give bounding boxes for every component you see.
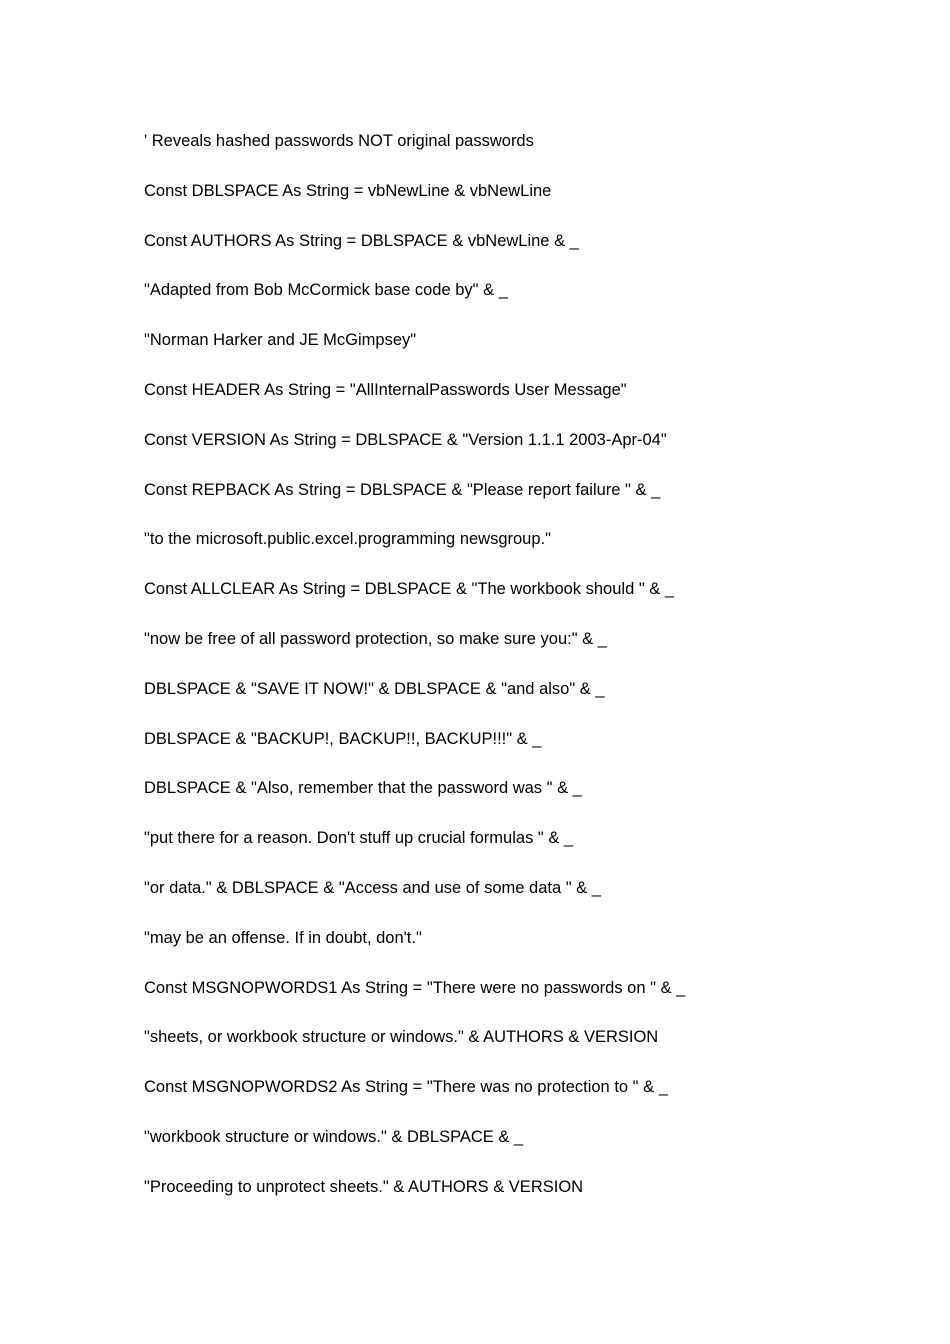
code-line: DBLSPACE & "Also, remember that the password was " & _	[144, 779, 582, 798]
code-line: "Adapted from Bob McCormick base code by" & _	[144, 281, 508, 300]
code-line: Const HEADER As String = "AllInternalPasswords User Message"	[144, 380, 627, 399]
code-line: ' Reveals hashed passwords NOT original passwords	[144, 132, 534, 150]
code-line: "may be an offense. If in doubt, don't."	[144, 928, 422, 947]
code-line: Const REPBACK As String = DBLSPACE & "Please report failure " & _	[144, 480, 661, 499]
code-line: Const MSGNOPWORDS1 As String = "There were no passwords on " & _	[144, 978, 686, 997]
code-listing	[144, 130, 685, 1226]
code-line: "Norman Harker and JE McGimpsey"	[144, 331, 417, 350]
code-line: Const DBLSPACE As String = vbNewLine & vbNewLine	[144, 181, 552, 200]
code-line: "put there for a reason. Don't stuff up crucial formulas " & _	[144, 829, 574, 848]
code-line: Const ALLCLEAR As String = DBLSPACE & "The workbook should " & _	[144, 580, 675, 599]
code-line: "to the microsoft.public.excel.programming newsgroup."	[144, 530, 551, 549]
code-line: "now be free of all password protection, so make sure you:" & _	[144, 629, 607, 648]
code-line: Const VERSION As String = DBLSPACE & "Version 1.1.1 2003-Apr-04"	[144, 430, 667, 449]
code-line: "sheets, or workbook structure or windows." & AUTHORS & VERSION	[144, 1028, 659, 1047]
code-line: "or data." & DBLSPACE & "Access and use of some data " & _	[144, 878, 601, 897]
code-line: DBLSPACE & "BACKUP!, BACKUP!!, BACKUP!!!" & _	[144, 729, 542, 748]
code-line: Const AUTHORS As String = DBLSPACE & vbNewLine & _	[144, 231, 579, 250]
code-line: DBLSPACE & "SAVE IT NOW!" & DBLSPACE & "and also" & _	[144, 679, 605, 698]
code-line: "workbook structure or windows." & DBLSPACE & _	[144, 1127, 524, 1146]
code-line: "Proceeding to unprotect sheets." & AUTHORS & VERSION	[144, 1177, 584, 1196]
code-line: Const MSGNOPWORDS2 As String = "There was no protection to " & _	[144, 1078, 668, 1097]
